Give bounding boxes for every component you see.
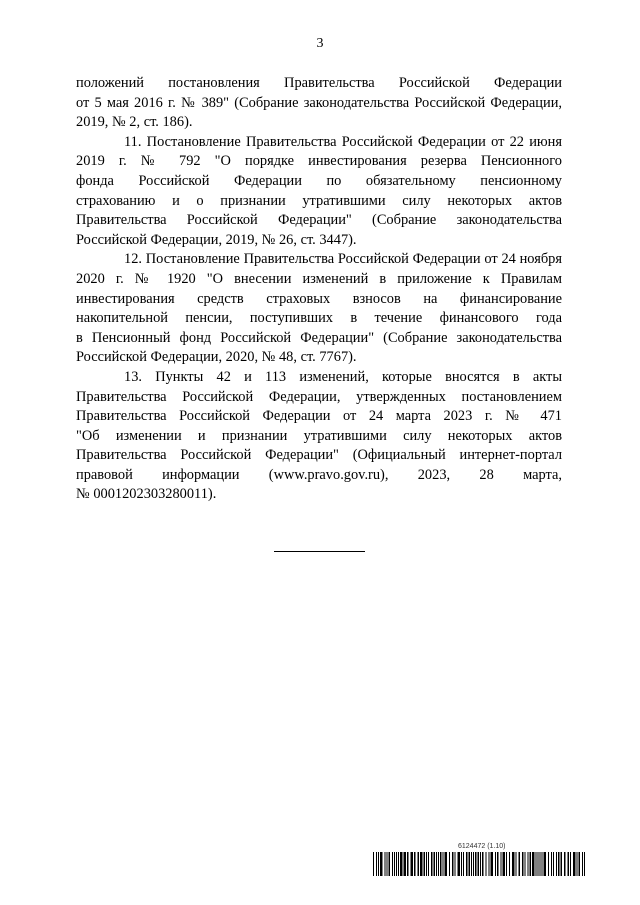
section-divider xyxy=(274,551,365,552)
text-line: 2019 г. № 792 "О порядке инвестирования резерва Пенсионного xyxy=(76,153,562,170)
text-line: Правительства Российской Федерации от 24 марта 2023 г. № 471 xyxy=(76,408,562,425)
text-line: страхованию и о признании утратившими силу некоторых актов xyxy=(76,192,562,209)
text-line: 13. Пункты 42 и 113 изменений, которые вносятся в акты xyxy=(124,368,562,385)
text-line: "Об изменении и признании утратившими силу некоторых актов xyxy=(76,427,562,444)
document-body xyxy=(76,74,562,505)
barcode-icon xyxy=(373,852,586,876)
text-line: в Пенсионный фонд Российской Федерации" (Собрание законодательства xyxy=(76,329,562,346)
text-line: № 0001202303280011). xyxy=(76,486,217,503)
text-line: 2020 г. № 1920 "О внесении изменений в приложение к Правилам xyxy=(76,270,562,287)
text-line: 12. Постановление Правительства Российской Федерации от 24 ноября xyxy=(124,251,562,268)
text-line: накопительной пенсии, поступивших в течение финансового года xyxy=(76,310,562,327)
text-line: фонда Российской Федерации по обязательному пенсионному xyxy=(76,172,562,189)
text-line: положений постановления Правительства Российской Федерации xyxy=(76,75,562,91)
text-line: инвестирования средств страховых взносов на финансирование xyxy=(76,290,562,307)
text-line: Российской Федерации, 2020, № 48, ст. 7767). xyxy=(76,349,357,366)
text-line: Российской Федерации, 2019, № 26, ст. 3447). xyxy=(76,231,357,248)
page-number: 3 xyxy=(316,36,324,51)
text-line: Правительства Российской Федерации, утвержденных постановлением xyxy=(76,388,562,405)
text-line: Правительства Российской Федерации" (Официальный интернет-портал xyxy=(76,447,562,464)
text-line: правовой информации (www.pravo.gov.ru), 2023, 28 марта, xyxy=(76,466,562,483)
text-line: Правительства Российской Федерации" (Собрание законодательства xyxy=(76,212,562,229)
text-line: 11. Постановление Правительства Российской Федерации от 22 июня xyxy=(124,133,562,150)
text-line: от 5 мая 2016 г. № 389" (Собрание законодательства Российской Федерации, xyxy=(76,94,562,111)
document-code: 6124472 (1.10) xyxy=(458,843,506,850)
text-line: 2019, № 2, ст. 186). xyxy=(76,114,193,131)
